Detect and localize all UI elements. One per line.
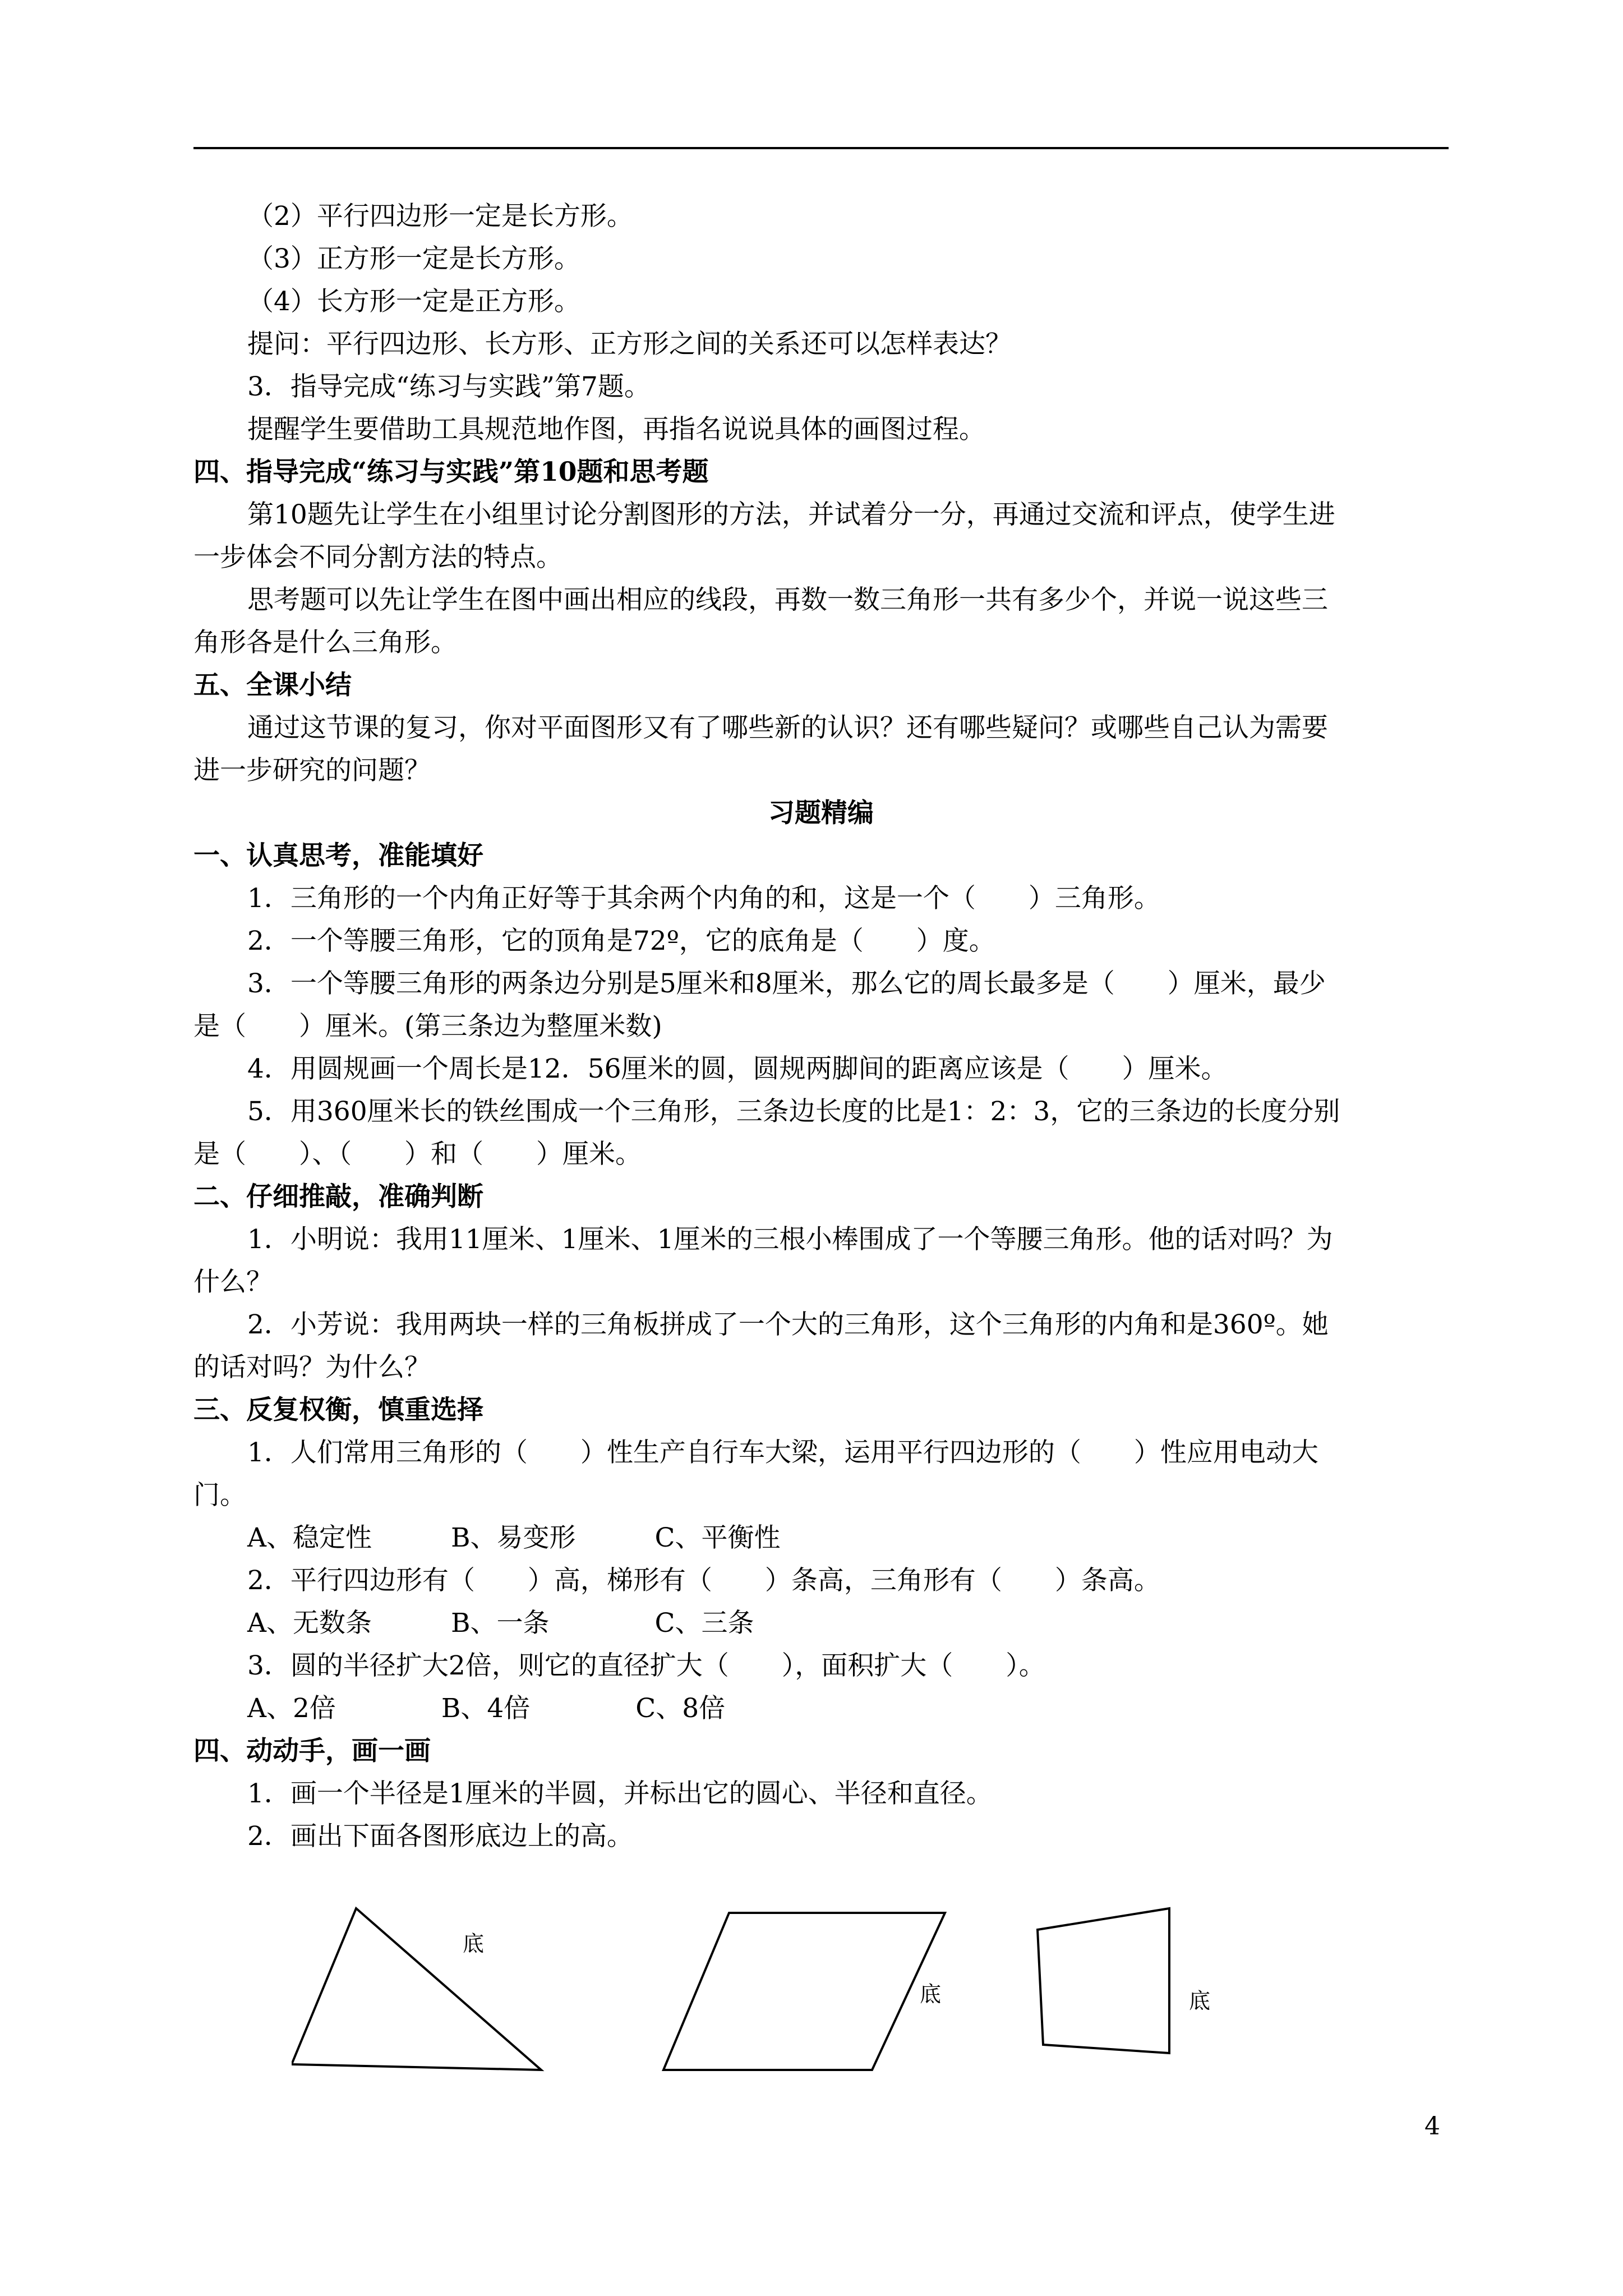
text-line: 2．一个等腰三角形，它的顶角是72º，它的底角是（ ）度。 [247,926,995,956]
text-line: 是（ ）、（ ）和（ ）厘米。 [193,1139,642,1170]
section-heading: 五、全课小结 [193,670,352,701]
section-heading: 四、动动手，画一画 [193,1736,431,1766]
text-line: A、2倍 B、4倍 C、8倍 [247,1693,726,1724]
section-heading: 三、反复权衡，慎重选择 [193,1395,483,1425]
text-line: 1．画一个半径是1厘米的半圆，并标出它的圆心、半径和直径。 [247,1778,993,1809]
text-line: 角形各是什么三角形。 [193,627,457,658]
text-line: 思考题可以先让学生在图中画出相应的线段，再数一数三角形一共有多少个，并说一说这些三 [247,585,1328,615]
text-line: （3）正方形一定是长方形。 [247,243,580,274]
page-number: 4 [1424,2112,1440,2141]
text-line: 4．用圆规画一个周长是12．56厘米的圆，圆规两脚间的距离应该是（ ）厘米。 [247,1053,1228,1084]
text-line: 2．画出下面各图形底边上的高。 [247,1821,633,1852]
text-line: 2．小芳说：我用两块一样的三角板拼成了一个大的三角形，这个三角形的内角和是360º。她 [247,1309,1329,1340]
text-line: 1．三角形的一个内角正好等于其余两个内角的和，这是一个（ ）三角形。 [247,883,1160,914]
parallelogram-figure [663,1913,945,2070]
text-line: 5．用360厘米长的铁丝围成一个三角形，三条边长度的比是1：2：3，它的三条边的长度分别 [247,1096,1340,1127]
text-line: 的话对吗？为什么？ [193,1352,431,1383]
header-rule [193,147,1449,149]
text-line: 进一步研究的问题？ [193,755,431,786]
section-heading: 一、认真思考，准能填好 [193,840,483,871]
text-line: 3．一个等腰三角形的两条边分别是5厘米和8厘米，那么它的周长最多是（ ）厘米，最少 [247,968,1326,999]
text-line: 提醒学生要借助工具规范地作图，再指名说说具体的画图过程。 [247,414,985,445]
text-line: 什么？ [193,1267,273,1297]
text-line: （4）长方形一定是正方形。 [247,286,580,317]
parallelogram-base-label: 底 [920,1983,942,2007]
text-line: 3．圆的半径扩大2倍，则它的直径扩大（ ），面积扩大（ ）。 [247,1650,1045,1681]
text-line: 门。 [193,1480,246,1511]
section-heading: 习题精编 [768,798,874,829]
section-heading: 二、仔细推敲，准确判断 [193,1181,483,1212]
text-line: A、无数条 B、一条 C、三条 [247,1608,754,1639]
section-heading: 四、指导完成“练习与实践”第10题和思考题 [193,457,709,487]
text-line: 是（ ）厘米。(第三条边为整厘米数) [193,1011,662,1042]
triangle-figure [292,1908,541,2070]
text-line: 1．小明说：我用11厘米、1厘米、1厘米的三根小棒围成了一个等腰三角形。他的话对吗？为 [247,1224,1333,1255]
figures [292,1902,1279,2092]
text-line: 3．指导完成“练习与实践”第7题。 [247,371,651,402]
text-line: A、稳定性 B、易变形 C、平衡性 [247,1522,781,1553]
text-line: 第10题先让学生在小组里讨论分割图形的方法，并试着分一分，再通过交流和评点，使学生进 [247,499,1335,530]
text-line: 提问：平行四边形、长方形、正方形之间的关系还可以怎样表达？ [247,329,1012,360]
triangle-base-label: 底 [463,1932,485,1956]
trapezoid-base-label: 底 [1189,1990,1211,2013]
text-line: 一步体会不同分割方法的特点。 [193,542,562,573]
trapezoid-figure [1038,1908,1169,2053]
text-line: 2．平行四边形有（ ）高，梯形有（ ）条高，三角形有（ ）条高。 [247,1565,1160,1596]
text-line: 1．人们常用三角形的（ ）性生产自行车大梁，运用平行四边形的（ ）性应用电动大 [247,1437,1318,1468]
text-line: 通过这节课的复习，你对平面图形又有了哪些新的认识？还有哪些疑问？或哪些自己认为需要 [247,712,1328,743]
document-body [193,195,1449,1858]
text-line: （2）平行四边形一定是长方形。 [247,201,633,232]
